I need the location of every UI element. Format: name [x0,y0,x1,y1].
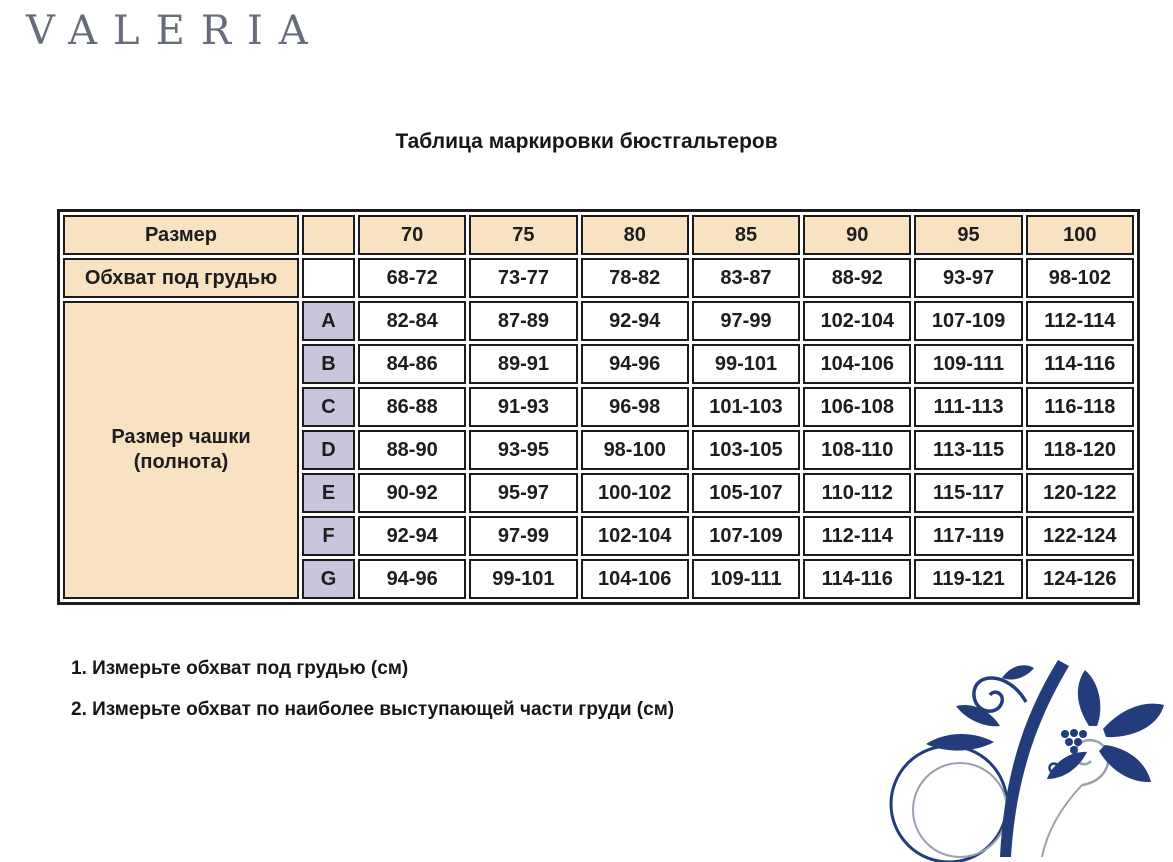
cup-letter-cell: E [302,473,355,513]
cup-value-cell: 89-91 [469,344,577,384]
cup-letter-cell: F [302,516,355,556]
page-title: Таблица маркировки бюстгальтеров [395,130,778,153]
cup-value-cell: 111-113 [914,387,1022,427]
cup-value-cell: 124-126 [1026,559,1134,599]
cup-value-cell: 104-106 [581,559,689,599]
underbust-label-cell: Обхват под грудью [63,258,299,298]
size-header-cell: 100 [1026,215,1134,255]
instruction-2: 2. Измерьте обхват по наиболее выступающей части груди (см) [71,699,675,720]
cup-value-cell: 92-94 [358,516,466,556]
cup-value-cell: 104-106 [803,344,911,384]
underbust-value-cell: 68-72 [358,258,466,298]
cup-value-cell: 91-93 [469,387,577,427]
underbust-value-cell: 78-82 [581,258,689,298]
cup-value-cell: 119-121 [914,559,1022,599]
cup-value-cell: 113-115 [914,430,1022,470]
cup-value-cell: 102-104 [581,516,689,556]
underbust-value-cell: 93-97 [914,258,1022,298]
size-chart-table [57,209,1140,605]
table-row-underbust [63,258,1134,298]
cup-value-cell: 112-114 [803,516,911,556]
cup-value-cell: 102-104 [803,301,911,341]
size-header-cell: 95 [914,215,1022,255]
cup-value-cell: 86-88 [358,387,466,427]
size-chart-body [63,215,1134,599]
cup-value-cell: 118-120 [1026,430,1134,470]
size-label-cell: Размер [63,215,299,255]
cup-value-cell: 82-84 [358,301,466,341]
cup-value-cell: 103-105 [692,430,800,470]
cup-label-line1: Размер чашки [111,426,251,448]
cup-value-cell: 99-101 [469,559,577,599]
cup-value-cell: 122-124 [1026,516,1134,556]
cup-value-cell: 94-96 [581,344,689,384]
underbust-value-cell: 88-92 [803,258,911,298]
cup-letter-cell: C [302,387,355,427]
size-header-cell: 75 [469,215,577,255]
cup-value-cell: 114-116 [1026,344,1134,384]
underbust-value-cell: 83-87 [692,258,800,298]
cup-value-cell: 95-97 [469,473,577,513]
cup-value-cell: 98-100 [581,430,689,470]
cup-value-cell: 114-116 [803,559,911,599]
cup-value-cell: 94-96 [358,559,466,599]
cup-letter-cell: D [302,430,355,470]
cup-label-line2: (полнота) [133,451,229,473]
cup-value-cell: 109-111 [914,344,1022,384]
cup-value-cell: 90-92 [358,473,466,513]
cup-value-cell: 108-110 [803,430,911,470]
cup-letter-cell: G [302,559,355,599]
cup-value-cell: 87-89 [469,301,577,341]
cup-value-cell: 112-114 [1026,301,1134,341]
cup-value-cell: 96-98 [581,387,689,427]
size-header-cell: 80 [581,215,689,255]
table-row-sizes [63,215,1134,255]
cup-value-cell: 92-94 [581,301,689,341]
cup-value-cell: 99-101 [692,344,800,384]
table-row-cup-a [63,301,1134,341]
size-header-cell: 85 [692,215,800,255]
cup-value-cell: 101-103 [692,387,800,427]
cup-letter-cell: B [302,344,355,384]
cup-value-cell: 107-109 [914,301,1022,341]
empty-header-cell [302,215,355,255]
cup-value-cell: 115-117 [914,473,1022,513]
cup-value-cell: 110-112 [803,473,911,513]
cup-value-cell: 107-109 [692,516,800,556]
cup-letter-cell: A [302,301,355,341]
cup-value-cell: 117-119 [914,516,1022,556]
underbust-value-cell: 73-77 [469,258,577,298]
cup-value-cell: 100-102 [581,473,689,513]
instruction-1: 1. Измерьте обхват под грудью (см) [71,658,409,679]
cup-value-cell: 93-95 [469,430,577,470]
size-header-cell: 90 [803,215,911,255]
cup-value-cell: 88-90 [358,430,466,470]
empty-cell [302,258,355,298]
brand-logo: VALERIA [26,8,324,54]
cup-value-cell: 120-122 [1026,473,1134,513]
cup-value-cell: 84-86 [358,344,466,384]
cup-value-cell: 109-111 [692,559,800,599]
cup-value-cell: 106-108 [803,387,911,427]
cup-value-cell: 97-99 [469,516,577,556]
cup-value-cell: 116-118 [1026,387,1134,427]
size-header-cell: 70 [358,215,466,255]
underbust-value-cell: 98-102 [1026,258,1134,298]
measuring-instructions [71,658,674,721]
cup-label-cell [63,301,299,599]
floral-ornament-icon [876,652,1173,862]
cup-value-cell: 97-99 [692,301,800,341]
cup-value-cell: 105-107 [692,473,800,513]
